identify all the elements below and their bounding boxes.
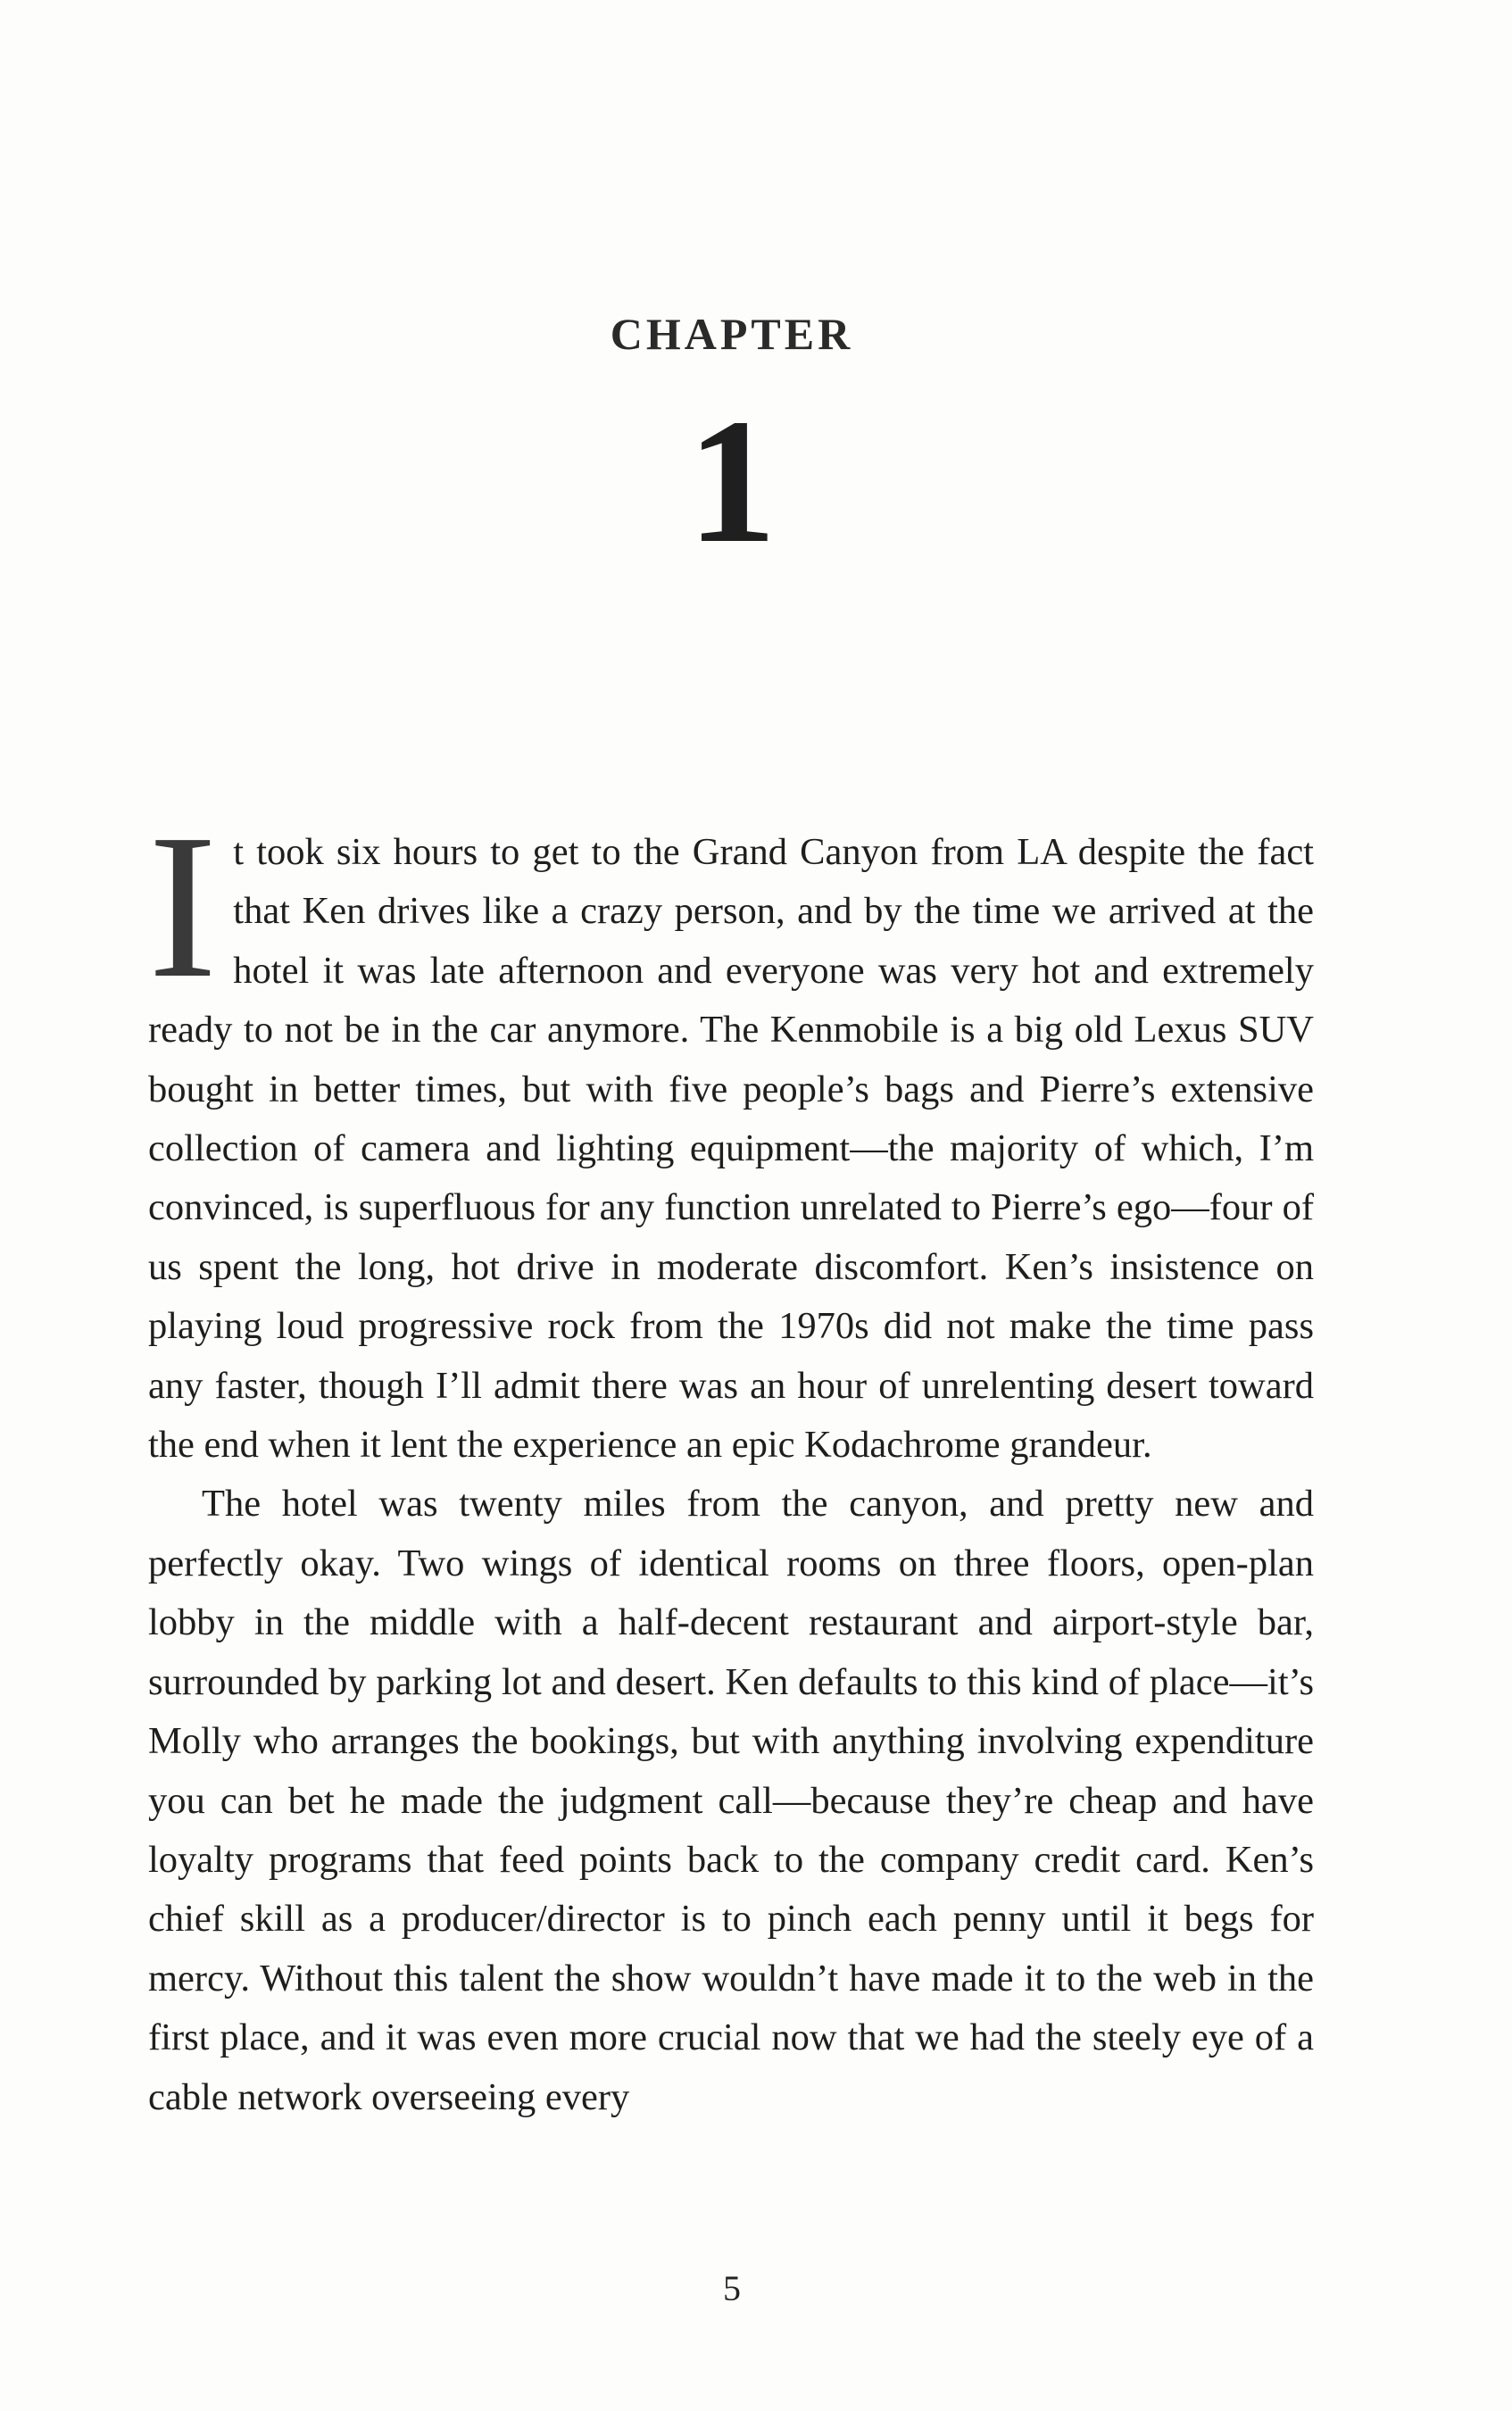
chapter-label: CHAPTER [610, 309, 854, 359]
paragraph-1-text: t took six hours to get to the Grand Canyon from LA despite the fact that Ken drives like a crazy person, and by the time we arrived at the hotel it was late afternoon and everyone was very hot and extremely ready to not be in the car anymore. The Kenmobile is a big old Lexus SUV bought in better times, but with five people’s bags and Pierre’s extensive collection of camera and lighting equipment—the majority of which, I’m convinced, is superfluous for any function unrelated to Pierre’s ego—four of us spent the long, hot drive in moderate discomfort. Ken’s insistence on playing loud progressive rock from the 1970s did not make the time pass any faster, though I’ll admit there was an hour of unrelenting desert toward the end when it lent the experience an epic Kodachrome grandeur. [148, 831, 1314, 1467]
drop-cap: I [148, 792, 218, 1021]
page-number: 5 [723, 2268, 741, 2308]
paragraph-1 [148, 792, 1314, 1475]
paragraph-2: The hotel was twenty miles from the canyon, and pretty new and perfectly okay. Two wings of identical rooms on three floors, open-plan lobby in the middle with a half-decent restaurant and airport-style bar, surrounded by parking lot and desert. Ken defaults to this kind of place—it’s Molly who arranges the bookings, but with anything involving expenditure you can bet he made the judgment call—because they’re cheap and have loyalty programs that feed points back to the company credit card. Ken’s chief skill as a producer/director is to pinch each penny until it begs for mercy. Without this talent the show wouldn’t have made it to the web in the first place, and it was even more crucial now that we had the steely eye of a cable network overseeing every [148, 1483, 1314, 2118]
chapter-number: 1 [687, 383, 777, 580]
body-text [148, 792, 1314, 2127]
